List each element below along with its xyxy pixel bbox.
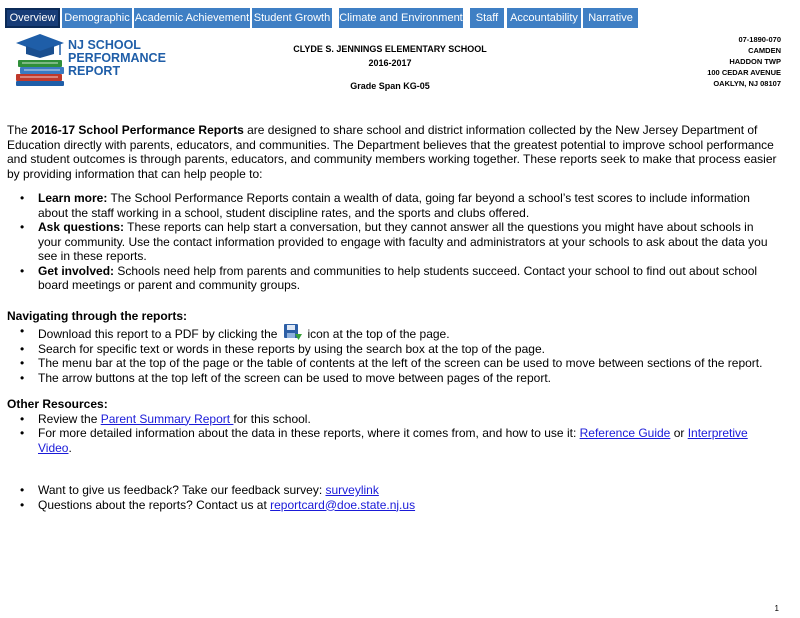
list-item-text: The menu bar at the top of the page or the table of contents at the left of the screen can be used to move between sections of the report. xyxy=(38,356,763,370)
tab-narrative[interactable]: Narrative xyxy=(583,8,638,28)
navigating-section xyxy=(7,309,777,385)
parent-summary-link[interactable]: Parent Summary Report xyxy=(100,411,234,426)
detail-text: For more detailed information about the data in these reports, where it comes from, and how to use it: xyxy=(38,426,580,440)
logo-line-3: REPORT xyxy=(68,64,121,78)
bullet-label: Learn more: xyxy=(38,191,108,205)
feedback-section xyxy=(7,483,777,512)
purpose-list xyxy=(7,191,777,293)
tab-staff[interactable]: Staff xyxy=(470,8,504,28)
tab-student-growth[interactable]: Student Growth xyxy=(252,8,332,28)
contact-email-link[interactable]: reportcard@doe.state.nj.us xyxy=(270,497,416,512)
list-item xyxy=(7,191,777,220)
county: CAMDEN xyxy=(748,46,781,55)
bullet-label: Get involved: xyxy=(38,263,115,278)
tab-overview[interactable]: Overview xyxy=(5,8,60,28)
other-resources-section xyxy=(7,397,777,455)
bullet-text: These reports can help start a conversation, but they cannot answer all the questions you might have about schools in your community. Use the contact information provided to engage with faculty and administrators at your schools to ask about the data you see in these reports. xyxy=(38,220,768,263)
list-item xyxy=(7,264,777,293)
navigating-heading: Navigating through the reports: xyxy=(7,309,187,323)
other-resources-heading: Other Resources: xyxy=(7,397,108,411)
list-item xyxy=(7,342,777,357)
feedback-text: Want to give us feedback? Take our feedback survey: xyxy=(38,483,326,497)
reference-guide-link[interactable]: Reference Guide xyxy=(579,426,671,440)
intro-section xyxy=(7,123,777,293)
navigating-list xyxy=(7,324,777,386)
tab-climate-environment[interactable]: Climate and Environment xyxy=(339,8,463,28)
logo-line-2: PERFORMANCE xyxy=(68,51,166,65)
logo-wordmark xyxy=(68,39,166,78)
list-item-text: Search for specific text or words in these reports by using the search box at the top of the page. xyxy=(38,341,545,356)
period-text: . xyxy=(68,440,72,455)
list-item xyxy=(7,220,777,264)
city: OAKLYN, NJ 08107 xyxy=(713,79,781,88)
review-text: Review the xyxy=(38,411,101,426)
district: HADDON TWP xyxy=(729,57,781,66)
logo-line-1: NJ SCHOOL xyxy=(68,38,141,52)
list-item-text: The arrow buttons at the top left of the screen can be used to move between pages of the report. xyxy=(38,370,551,385)
bullet-text: Schools need help from parents and communities to help students succeed. Contact your school to find out about school board meetings or parent and community groups. xyxy=(38,263,758,292)
intro-paragraph xyxy=(7,123,777,181)
review-text-end: for this school. xyxy=(233,411,311,426)
tab-academic-achievement[interactable]: Academic Achievement xyxy=(134,8,250,28)
feedback-list xyxy=(7,483,777,512)
contact-text: Questions about the reports? Contact us at xyxy=(38,497,271,512)
intro-text: are designed to share school and district information collected by the New Jersey Department of Education directly with parents, educators, and communities. The Department believes that the greatest potential to improve school performance and student outcomes is through parents, educators, and community members working together. These reports seek to make that process easier by providing information that can help people to: xyxy=(7,123,777,181)
save-pdf-icon[interactable] xyxy=(283,324,303,342)
tab-demographic[interactable]: Demographic xyxy=(62,8,132,28)
list-item xyxy=(7,324,777,342)
school-year: 2016-2017 xyxy=(368,58,412,68)
list-item xyxy=(7,412,777,427)
or-text: or xyxy=(670,426,688,440)
intro-pre: The xyxy=(7,123,32,137)
books-graduation-cap-icon xyxy=(12,33,72,88)
school-code: 07-1890-070 xyxy=(738,35,781,44)
bullet-label: Ask questions: xyxy=(38,220,125,234)
pdf-text: Download this report to a PDF by clicking the xyxy=(38,326,278,341)
list-item xyxy=(7,498,777,513)
grade-span: Grade Span KG-05 xyxy=(350,81,430,91)
pdf-text-end: icon at the top of the page. xyxy=(307,326,450,341)
street: 100 CEDAR AVENUE xyxy=(707,68,781,77)
intro-bold: 2016-17 School Performance Reports xyxy=(31,123,244,137)
resources-list xyxy=(7,412,777,456)
address-block xyxy=(707,34,781,89)
list-item xyxy=(7,483,777,498)
school-name: CLYDE S. JENNINGS ELEMENTARY SCHOOL xyxy=(293,44,487,54)
bullet-text: The School Performance Reports contain a wealth of data, going far beyond a school’s test scores to include information about the staff working in a school, student discipline rates, and the sports and clubs offered. xyxy=(38,191,750,220)
list-item xyxy=(7,426,777,455)
list-item xyxy=(7,371,777,386)
survey-link[interactable]: surveylink xyxy=(325,483,379,497)
list-item xyxy=(7,356,777,371)
page-number: 1 xyxy=(774,604,779,613)
tab-accountability[interactable]: Accountability xyxy=(507,8,581,28)
interpretive-video-link[interactable]: Interpretive Video xyxy=(38,426,748,455)
